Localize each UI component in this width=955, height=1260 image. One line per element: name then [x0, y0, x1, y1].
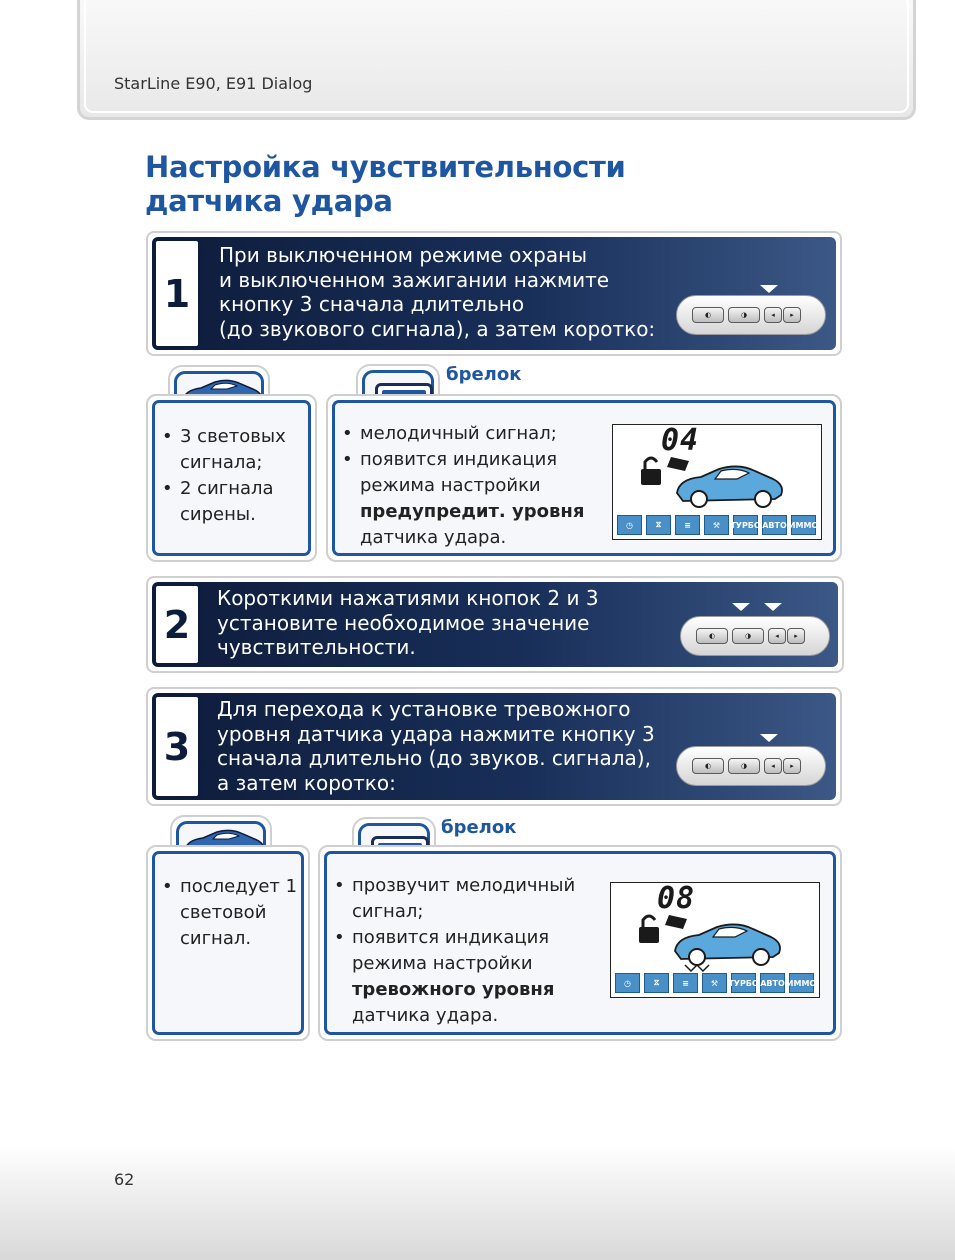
lcd-icon-row	[617, 515, 819, 535]
car-item: • последует 1 световой сигнал.	[162, 874, 300, 952]
auto-icon: АВТО	[760, 973, 785, 993]
lcd-display	[610, 882, 820, 998]
clock-icon: ◷	[617, 515, 642, 535]
turbo-icon: ТУРБО	[731, 973, 756, 993]
car-shock-icon	[621, 907, 811, 983]
thermometer-icon: ≡	[675, 515, 700, 535]
arrow-indicator-icon	[732, 603, 750, 611]
fob-item-text: появится индикация режима настройки	[352, 927, 550, 974]
header-banner	[77, 0, 916, 120]
fob-label: брелок	[446, 364, 522, 385]
lcd-display	[612, 424, 822, 540]
fob-item-end: датчика удара.	[360, 527, 507, 548]
fob-item-text: появится индикация режима настройки	[360, 449, 558, 496]
step-1-text: При выключенном режиме охраны и выключенном зажигании нажмите кнопку 3 сначала длительно (до звукового сигнала), а затем коротко:	[219, 243, 656, 341]
fob-item-end: датчика удара.	[352, 1005, 499, 1026]
fob-panel-2	[318, 845, 842, 1041]
lcd-value: 08	[657, 881, 696, 916]
car-item: • 3 световых сигнала;	[162, 424, 307, 476]
page-title-line1: Настройка чувствительности	[145, 150, 626, 184]
fob-item	[334, 925, 596, 1029]
step-3-number: 3	[154, 695, 200, 798]
step-3	[146, 687, 842, 806]
page-number: 62	[114, 1170, 135, 1189]
auto-icon: АВТО	[762, 515, 787, 535]
page-title-line2: датчика удара	[145, 184, 393, 218]
car-item: • 2 сигнала сирены.	[162, 476, 307, 528]
step-2-number: 2	[154, 584, 200, 665]
wrench-icon: ⚒	[702, 973, 727, 993]
turbo-icon: ТУРБО	[733, 515, 758, 535]
fob-item: • прозвучит мелодичный сигнал;	[334, 873, 596, 925]
fob-item-bold: тревожного уровня	[352, 979, 555, 1000]
step-2-text: Короткими нажатиями кнопок 2 и 3 установите необходимое значение чувствительности.	[217, 586, 599, 659]
lcd-value: 04	[661, 423, 700, 458]
remote-keyfob-icon: ◐ ◑ ◂ ▸	[676, 746, 826, 786]
car-shock-icon	[623, 449, 813, 525]
step-2	[146, 576, 844, 673]
fob-item	[342, 447, 602, 551]
arrow-indicator-icon	[760, 285, 778, 293]
wrench-icon: ⚒	[704, 515, 729, 535]
immo-icon: ИММО	[789, 973, 814, 993]
car-panel-1	[146, 394, 317, 562]
hourglass-icon: ⧖	[646, 515, 671, 535]
arrow-indicator-icon	[764, 603, 782, 611]
header-title: StarLine E90, E91 Dialog	[114, 74, 313, 93]
fob-item: • мелодичный сигнал;	[342, 421, 602, 447]
footer-band	[0, 1145, 955, 1260]
step-1-number: 1	[154, 239, 200, 348]
remote-keyfob-icon: ◐ ◑ ◂ ▸	[676, 295, 826, 335]
immo-icon: ИММО	[791, 515, 816, 535]
fob-label: брелок	[441, 817, 517, 838]
clock-icon: ◷	[615, 973, 640, 993]
step-3-text: Для перехода к установке тревожного уровня датчика удара нажмите кнопку 3 сначала длительно (до звуков. сигнала), а затем коротко:	[217, 697, 655, 795]
remote-keyfob-icon: ◐ ◑ ◂ ▸	[680, 616, 830, 656]
fob-item-bold: предупредит. уровня	[360, 501, 585, 522]
thermometer-icon: ≡	[673, 973, 698, 993]
arrow-indicator-icon	[760, 734, 778, 742]
hourglass-icon: ⧖	[644, 973, 669, 993]
page-title	[145, 150, 785, 218]
lcd-icon-row	[615, 973, 817, 993]
fob-panel-1	[326, 394, 842, 562]
car-panel-2	[146, 845, 310, 1041]
step-1	[146, 231, 842, 356]
